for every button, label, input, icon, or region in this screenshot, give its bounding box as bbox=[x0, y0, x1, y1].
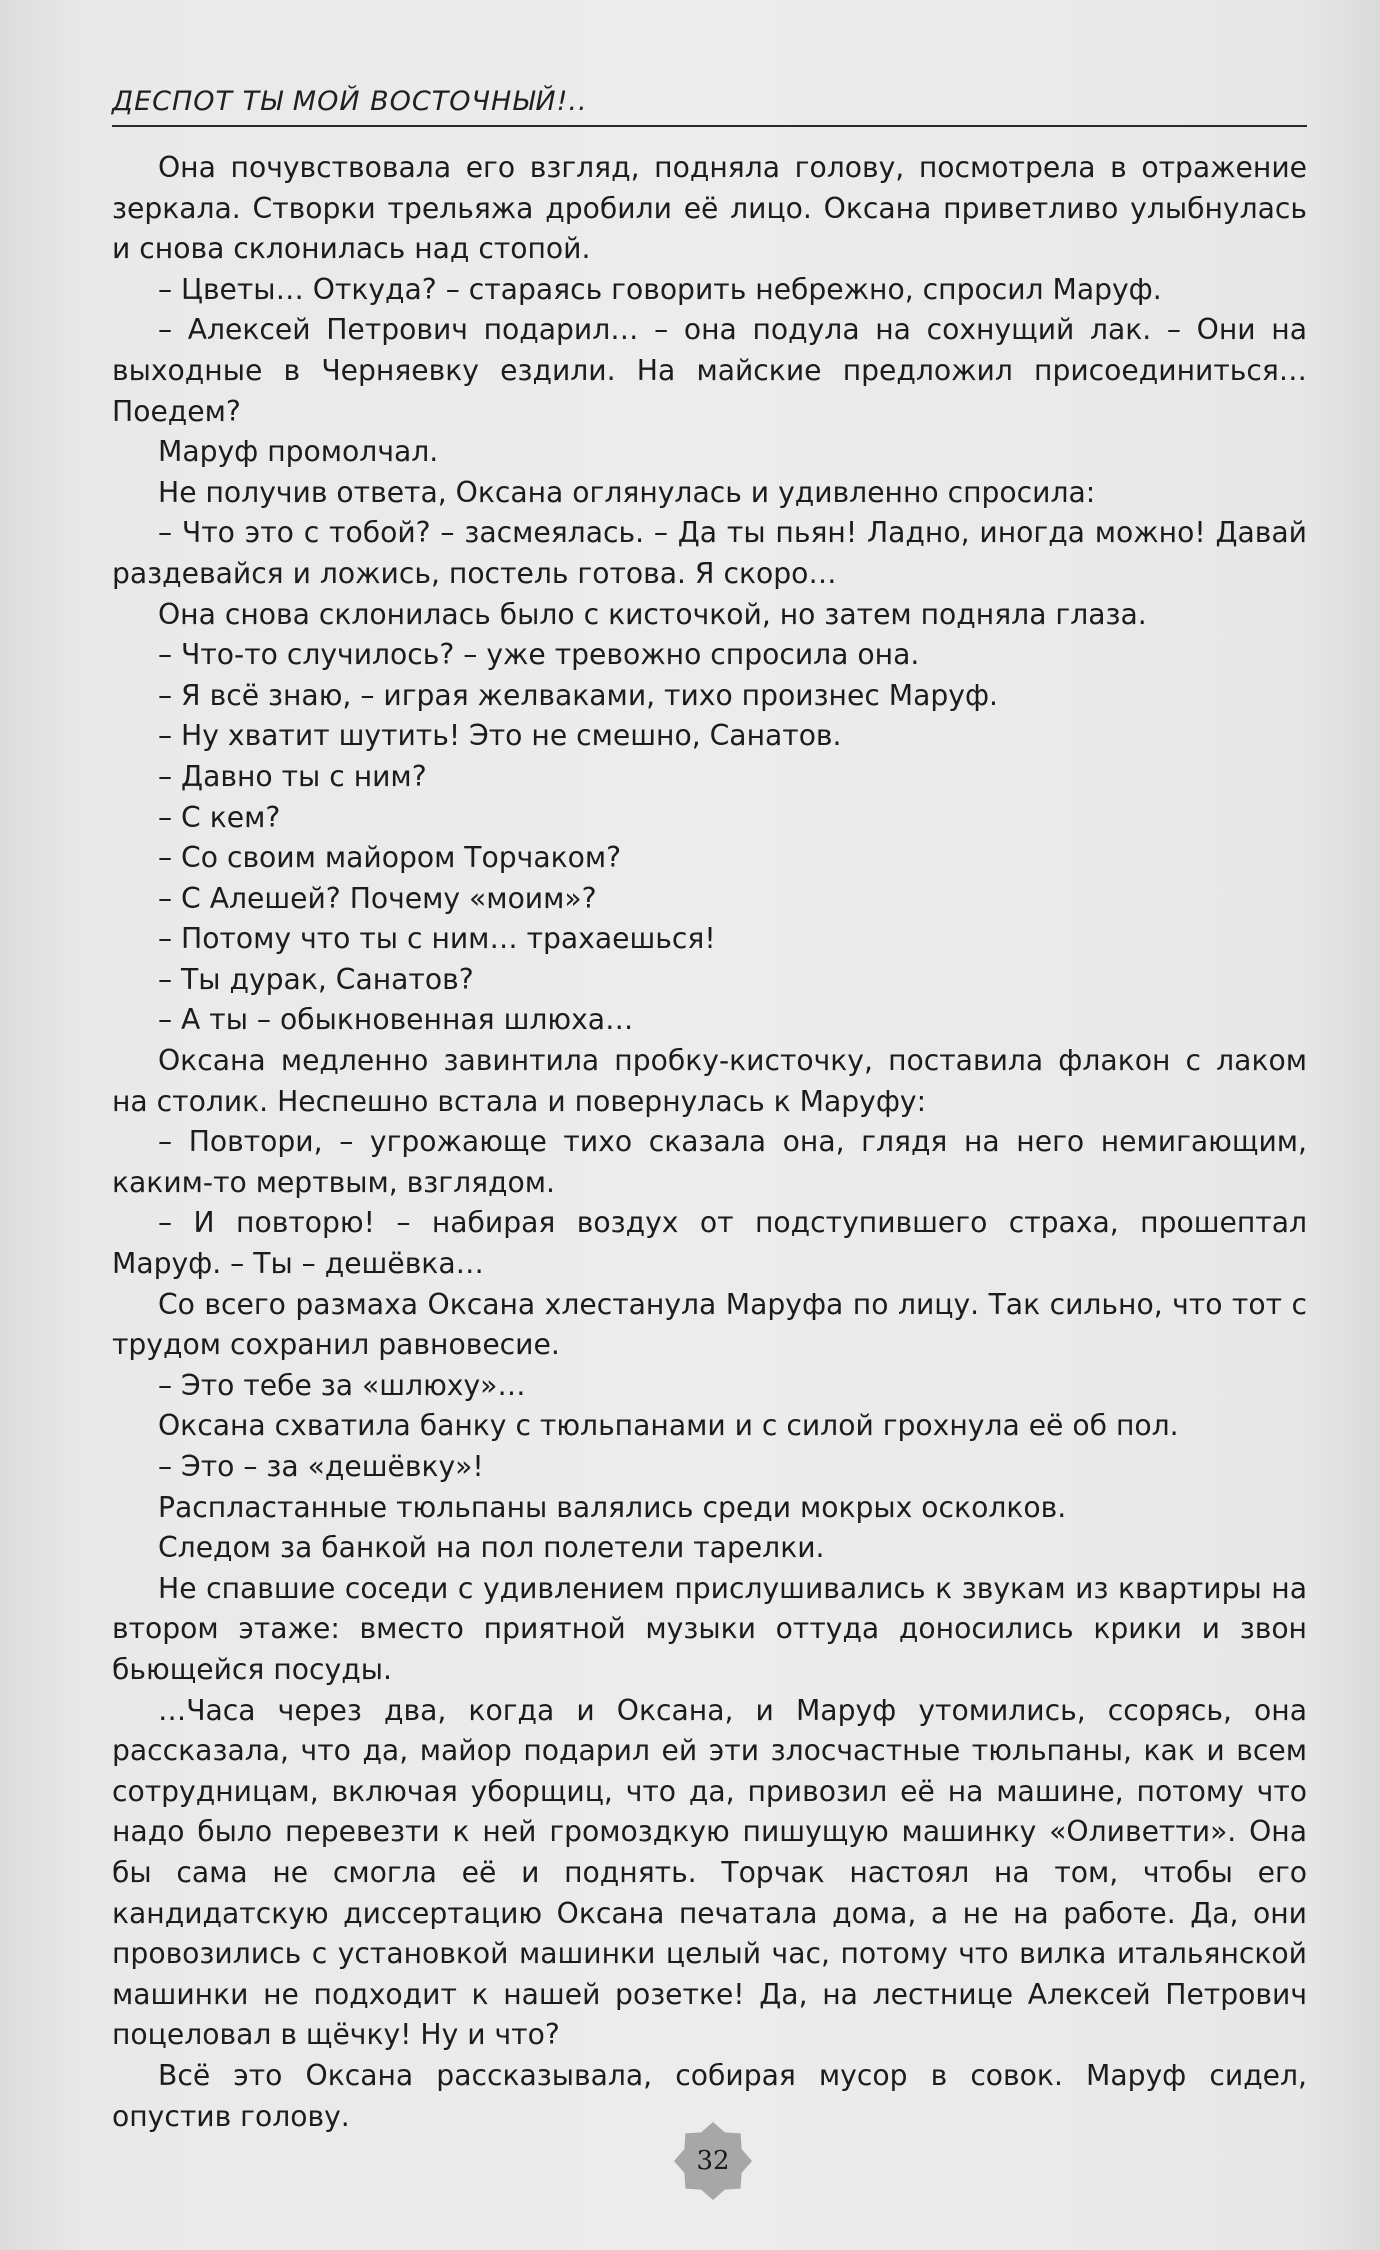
paragraph: Следом за банкой на пол полетели тарелки. bbox=[158, 1531, 825, 1565]
paragraph: Распластанные тюльпаны валялись среди мокрых осколков. bbox=[158, 1490, 1067, 1524]
paragraph: – Давно ты с ним? bbox=[158, 759, 427, 793]
paragraph: – А ты – обыкновенная шлюха… bbox=[158, 1003, 634, 1037]
paragraph: Не спавшие соседи с удивлением прислушивались к звукам из квартиры на втором этаже: вместо приятной музыки оттуда доносились крики и звон бьющейся посуды. bbox=[112, 1571, 1307, 1686]
paragraph: Всё это Оксана рассказывала, собирая мусор в совок. Маруф сидел, опустив голову. bbox=[112, 2058, 1307, 2133]
paragraph: Маруф промолчал. bbox=[158, 435, 439, 469]
paragraph: – Потому что ты с ним… трахаешься! bbox=[158, 922, 716, 956]
paragraph: Не получив ответа, Оксана оглянулась и удивленно спросила: bbox=[158, 475, 1096, 509]
header-rule bbox=[112, 125, 1307, 127]
paragraph: – С Алешей? Почему «моим»? bbox=[158, 881, 597, 915]
paragraph: Она снова склонилась было с кисточкой, но затем подняла глаза. bbox=[158, 597, 1147, 631]
paragraph: – С кем? bbox=[158, 800, 281, 834]
paragraph: – И повторю! – набирая воздух от подступившего страха, прошептал Маруф. – Ты – дешёвка… bbox=[112, 1206, 1307, 1281]
page-number: 32 bbox=[696, 2146, 730, 2176]
paragraph: – Что-то случилось? – уже тревожно спросила она. bbox=[158, 638, 920, 672]
page-number-badge bbox=[673, 2121, 753, 2201]
paragraph: – Это – за «дешёвку»! bbox=[158, 1450, 484, 1483]
paragraph: …Часа через два, когда и Оксана, и Маруф утомились, ссорясь, она рассказала, что да, майор подарил ей эти злосчастные тюльпаны, как и всем сотрудницам, включая уборщиц, что да, привозил её на машине, потому что надо было перевезти к ней громоздкую пишущую машинку «Оливетти». Она бы сама не смогла её и поднять. Торчак настоял на том, чтобы его кандидатскую диссертацию Оксана печатала дома, а не на работе. Да, они провозились с установкой машинки целый час, потому что вилка итальянской машинки не подходит к нашей розетке! Да, на лестнице Алексей Петрович поцеловал в щёчку! Ну и что? bbox=[112, 1693, 1307, 2052]
paragraph: – Со своим майором Торчаком? bbox=[158, 841, 622, 875]
paragraph: – Алексей Петрович подарил… – она подула на сохнущий лак. – Они на выходные в Черняевку ездили. На майские предложил присоединиться… Поедем? bbox=[112, 313, 1307, 428]
paragraph: – Ну хватит шутить! Это не смешно, Санатов. bbox=[158, 719, 842, 753]
running-head: ДЕСПОТ ТЫ МОЙ ВОСТОЧНЫЙ!.. bbox=[112, 86, 588, 117]
paragraph: Оксана схватила банку с тюльпанами и с силой грохнула её об пол. bbox=[158, 1409, 1179, 1443]
paragraph: Оксана медленно завинтила пробку-кисточку, поставила флакон с лаком на столик. Неспешно встала и повернулась к Маруфу: bbox=[112, 1044, 1307, 1118]
paragraph: – Я всё знаю, – играя желваками, тихо произнес Маруф. bbox=[158, 678, 999, 712]
paragraph: – Это тебе за «шлюху»… bbox=[158, 1368, 526, 1402]
paragraph: Она почувствовала его взгляд, подняла голову, посмотрела в отражение зеркала. Створки трельяжа дробили её лицо. Оксана приветливо улыбнулась и снова склонилась над стопой. bbox=[112, 151, 1307, 266]
paragraph: – Что это с тобой? – засмеялась. – Да ты пьян! Ладно, иногда можно! Давай раздевайся и ложись, постель готова. Я скоро… bbox=[112, 516, 1307, 590]
body-text bbox=[112, 148, 1307, 2137]
paragraph: – Ты дурак, Санатов? bbox=[158, 962, 474, 996]
paragraph: – Повтори, – угрожающе тихо сказала она, глядя на него немигающим, каким-то мертвым, взглядом. bbox=[112, 1125, 1307, 1199]
paragraph: – Цветы… Откуда? – стараясь говорить небрежно, спросил Маруф. bbox=[158, 272, 1162, 306]
paragraph: Со всего размаха Оксана хлестанула Маруфа по лицу. Так сильно, что тот с трудом сохранил равновесие. bbox=[112, 1287, 1307, 1362]
